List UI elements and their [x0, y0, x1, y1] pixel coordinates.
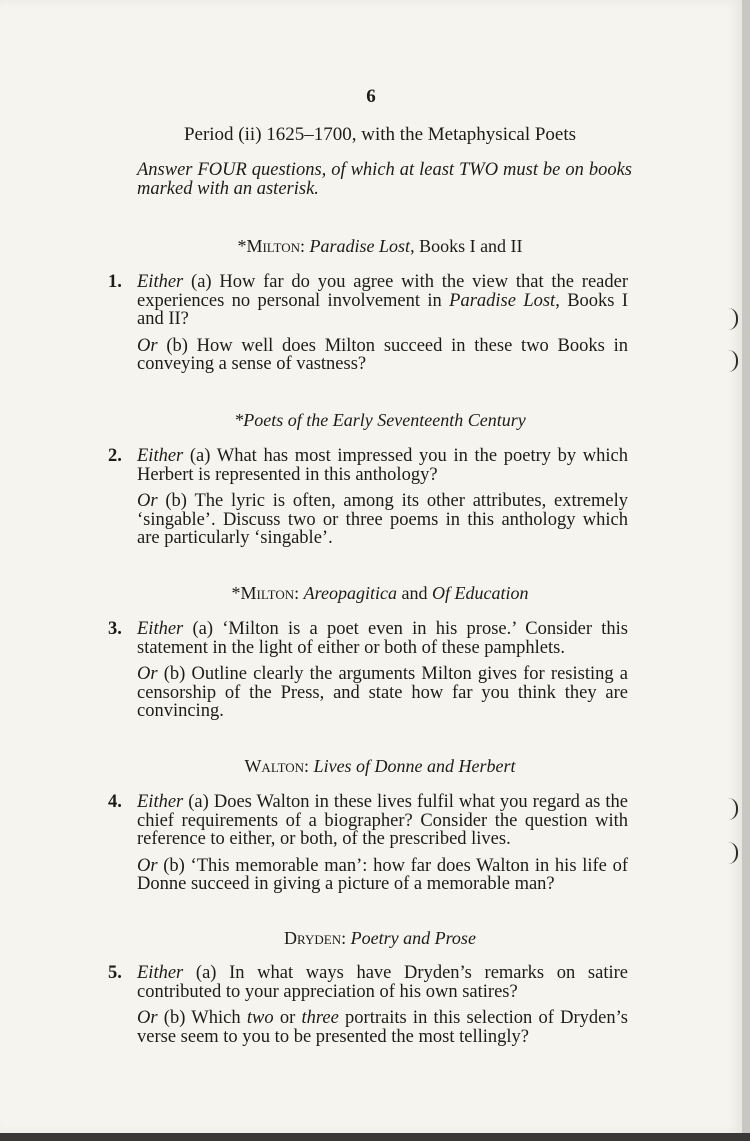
- section-heading-dryden: Dryden: Poetry and Prose: [284, 928, 476, 948]
- work-title: Paradise Lost: [309, 236, 411, 256]
- work-title: Of Education: [431, 583, 529, 603]
- instructions: Answer FOUR questions, of which at least TWO must be on books marked with an asterisk.: [137, 160, 632, 199]
- question-number: 3.: [108, 619, 122, 639]
- question-5: [108, 964, 628, 1046]
- question-part-a: Either (a) Does Walton in these lives fulfil what you regard as the chief requirements of a biographer? Consider the question with reference to either, or both, of the prescribed lives.: [137, 792, 628, 849]
- question-part-b: Or (b) ‘This memorable man’: how far does Walton in his life of Donne succeed in giving a picture of a memorable man?: [137, 855, 628, 894]
- question-part-a: Either (a) What has most impressed you in the poetry by which Herbert is represented in this anthology?: [137, 446, 628, 485]
- author-name: *Milton: [237, 236, 301, 256]
- work-title: Areopagitica: [303, 583, 397, 603]
- margin-mark: [728, 842, 738, 864]
- page-number: 6: [366, 86, 376, 107]
- section-heading-milton-paradise-lost: *Milton: Paradise Lost, Books I and II: [237, 236, 523, 256]
- author-name: Dryden: [284, 928, 342, 948]
- question-number: 4.: [108, 792, 122, 812]
- question-number: 5.: [108, 963, 122, 983]
- question-part-a: Either (a) How far do you agree with the view that the reader experiences no personal involvement in Paradise Lost, Books I and II?: [137, 272, 628, 329]
- question-4: [108, 793, 628, 894]
- question-3: [108, 620, 628, 721]
- question-1: [108, 273, 628, 374]
- question-part-a: Either (a) ‘Milton is a poet even in his prose.’ Consider this statement in the light of either or both of these pamphlets.: [137, 619, 628, 658]
- question-part-a: Either (a) In what ways have Dryden’s remarks on satire contributed to your appreciation of his own satires?: [137, 963, 628, 1002]
- author-name: *Milton: [231, 583, 295, 603]
- margin-mark: [728, 798, 738, 820]
- question-part-b: Or (b) Which two or three portraits in this selection of Dryden’s verse seem to you to be presented the most tellingly?: [137, 1008, 628, 1047]
- work-title: Poetry and Prose: [350, 928, 476, 948]
- question-number: 2.: [108, 446, 122, 466]
- question-2: [108, 447, 628, 548]
- question-part-b: Or (b) Outline clearly the arguments Milton gives for resisting a censorship of the Press, and state how far you think they are convincing.: [137, 664, 628, 721]
- section-heading-walton: Walton: Lives of Donne and Herbert: [244, 756, 516, 776]
- page-edge: [742, 0, 750, 1133]
- question-part-b: Or (b) The lyric is often, among its other attributes, extremely ‘singable’. Discuss two or three poems in this anthology which are particularly ‘singable’.: [137, 491, 628, 548]
- section-heading-early-seventeenth-century: *Poets of the Early Seventeenth Century: [234, 410, 526, 430]
- margin-mark: [728, 308, 738, 330]
- section-heading-milton-prose: *Milton: Areopagitica and Of Education: [231, 583, 529, 603]
- author-name: Walton: [244, 756, 305, 776]
- work-title: Lives of Donne and Herbert: [313, 756, 516, 776]
- period-title: Period (ii) 1625–1700, with the Metaphysical Poets: [183, 124, 577, 145]
- margin-mark: [728, 350, 738, 372]
- scan-bottom-edge: [0, 1133, 750, 1141]
- question-number: 1.: [108, 272, 122, 292]
- question-part-b: Or (b) How well does Milton succeed in these two Books in conveying a sense of vastness?: [137, 335, 628, 374]
